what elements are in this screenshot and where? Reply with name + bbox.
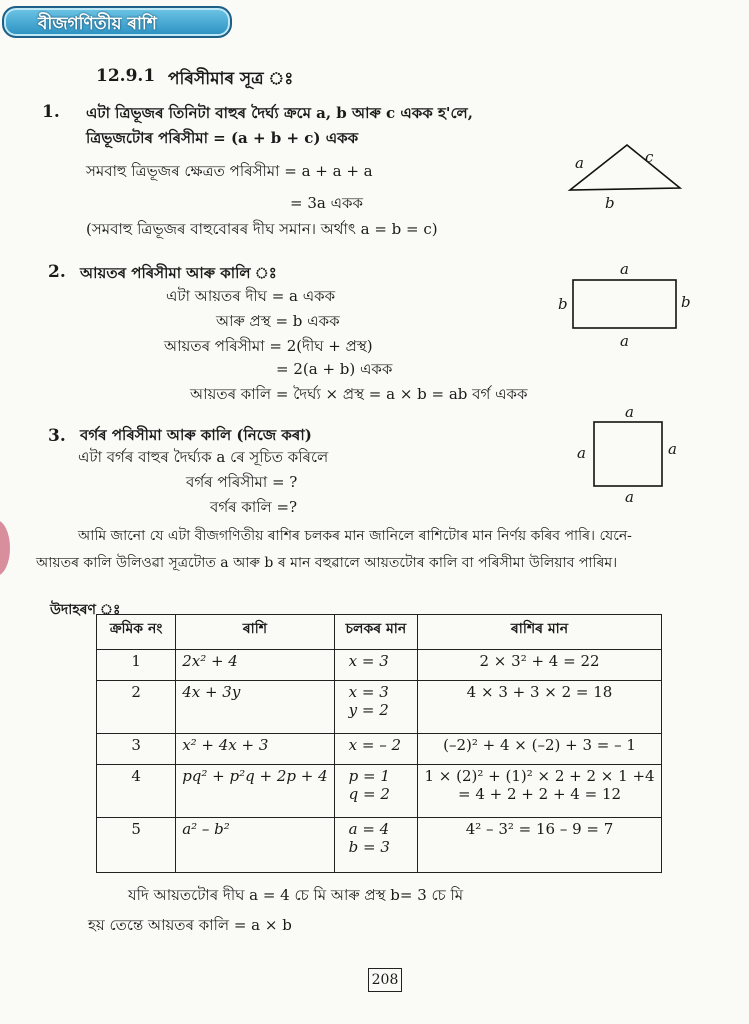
item1-number: 1. bbox=[42, 102, 60, 122]
expression-text: x² + 4x + 3 bbox=[182, 736, 269, 754]
cell-expression bbox=[176, 734, 334, 765]
expression-text: 4x + 3y bbox=[182, 683, 241, 701]
expression-value-text: = 4 + 2 + 2 + 4 = 12 bbox=[458, 785, 622, 803]
triangle-label-c: c bbox=[645, 148, 654, 166]
item2-line1: এটা আয়তৰ দীঘ = a একক bbox=[166, 287, 336, 305]
section-title: পৰিসীমাৰ সূত্ৰ ঃ bbox=[168, 69, 294, 89]
table-row bbox=[97, 765, 662, 818]
table-row bbox=[97, 734, 662, 765]
variable-value-text: b = 3 bbox=[348, 838, 390, 856]
variable-value-text: x = 3 bbox=[348, 683, 389, 701]
item2-title: আয়তৰ পৰিসীমা আৰু কালি ঃ bbox=[80, 264, 277, 282]
cell-expression-value bbox=[418, 765, 662, 818]
expression-value-text: 2 × 3² + 4 = 22 bbox=[479, 652, 600, 670]
rectangle-figure bbox=[555, 258, 700, 350]
example-table bbox=[96, 614, 662, 873]
square-label-right: a bbox=[668, 440, 677, 458]
item3-line3: বৰ্গৰ কালি =? bbox=[210, 498, 298, 516]
cell-serial bbox=[97, 765, 176, 818]
item2-line2: আৰু প্ৰস্থ = b একক bbox=[216, 312, 340, 330]
variable-value-text: x = – 2 bbox=[348, 736, 402, 754]
square-label-top: a bbox=[625, 403, 634, 421]
rectangle-label-left: b bbox=[558, 295, 568, 313]
footer-line1: যদি আয়তটোৰ দীঘ a = 4 চে মি আৰু প্ৰস্থ b= 3 চে মি bbox=[128, 886, 464, 904]
item3-number: 3. bbox=[48, 426, 66, 446]
triangle-label-b: b bbox=[605, 194, 615, 212]
page-edge-mark bbox=[0, 520, 10, 576]
cell-expression bbox=[176, 765, 334, 818]
serial-text: 3 bbox=[131, 736, 141, 754]
cell-serial bbox=[97, 734, 176, 765]
item2-line3: আয়তৰ পৰিসীমা = 2(দীঘ + প্ৰস্থ) bbox=[164, 337, 373, 355]
item2-line4: = 2(a + b) একক bbox=[276, 360, 393, 378]
item3-line2: বৰ্গৰ পৰিসীমা = ? bbox=[186, 473, 298, 491]
square-label-left: a bbox=[577, 444, 586, 462]
triangle-shape bbox=[570, 145, 680, 190]
expression-text: 2x² + 4 bbox=[182, 652, 238, 670]
item1-line3: সমবাহু ত্ৰিভূজৰ ক্ষেত্ৰত পৰিসীমা = a + a + a bbox=[86, 162, 373, 180]
cell-expression-value bbox=[418, 818, 662, 873]
triangle-figure bbox=[555, 140, 695, 212]
cell-variable-values bbox=[334, 765, 417, 818]
table-header-row bbox=[97, 615, 662, 650]
table-row bbox=[97, 650, 662, 681]
square-figure bbox=[572, 402, 687, 506]
item2-number: 2. bbox=[48, 262, 66, 282]
square-label-bottom: a bbox=[625, 488, 634, 506]
serial-text: 1 bbox=[131, 652, 141, 670]
expression-text: a² – b² bbox=[182, 820, 230, 838]
rectangle-shape bbox=[573, 280, 676, 328]
table-row bbox=[97, 818, 662, 873]
cell-serial bbox=[97, 650, 176, 681]
expression-value-text: 4 × 3 + 3 × 2 = 18 bbox=[466, 683, 613, 701]
expression-value-text: 4² – 3² = 16 – 9 = 7 bbox=[465, 820, 614, 838]
cell-expression bbox=[176, 650, 334, 681]
variable-value-text: y = 2 bbox=[348, 701, 389, 719]
variable-value-text: x = 3 bbox=[348, 652, 389, 670]
cell-variable-values bbox=[334, 650, 417, 681]
variable-value-text: a = 4 bbox=[348, 820, 390, 838]
item3-title: বৰ্গৰ পৰিসীমা আৰু কালি (নিজে কৰা) bbox=[80, 426, 312, 444]
variable-value-text: p = 1 bbox=[348, 767, 390, 785]
cell-variable-values bbox=[334, 734, 417, 765]
section-number: 12.9.1 bbox=[96, 66, 156, 86]
serial-text: 5 bbox=[131, 820, 141, 838]
expression-text: pq² + p²q + 2p + 4 bbox=[182, 767, 328, 785]
item1-line4: = 3a একক bbox=[290, 194, 363, 212]
cell-expression bbox=[176, 818, 334, 873]
rectangle-label-right: b bbox=[681, 293, 691, 311]
header-expression: ৰাশি bbox=[176, 615, 334, 650]
header-expression-value: ৰাশিৰ মান bbox=[418, 615, 662, 650]
example-label: উদাহৰণ ঃ bbox=[50, 602, 121, 618]
expression-value-text: 1 × (2)² + (1)² × 2 + 2 × 1 +4 bbox=[424, 767, 655, 785]
paragraph-line1: আমি জানো যে এটা বীজগণিতীয় ৰাশিৰ চলকৰ মান জানিলে ৰাশিটোৰ মান নিৰ্ণয় কৰিব পাৰি। যেনে- bbox=[78, 528, 632, 544]
header-serial: ক্ৰমিক নং bbox=[97, 615, 176, 650]
rectangle-label-bottom: a bbox=[620, 332, 629, 350]
serial-text: 2 bbox=[131, 683, 141, 701]
cell-expression-value bbox=[418, 734, 662, 765]
table-row bbox=[97, 681, 662, 734]
footer-line2: হয় তেন্তে আয়তৰ কালি = a × b bbox=[88, 916, 292, 934]
item1-line1: এটা ত্ৰিভূজৰ তিনিটা বাহুৰ দৈৰ্ঘ্য ক্ৰমে a, b আৰু c একক হ'লে, bbox=[86, 104, 473, 122]
item1-line5: (সমবাহু ত্ৰিভূজৰ বাহুবোৰৰ দীঘ সমান। অৰ্থাৎ a = b = c) bbox=[86, 220, 438, 238]
rectangle-label-top: a bbox=[620, 260, 629, 278]
paragraph-line2: আয়তৰ কালি উলিওৱা সূত্ৰটোত a আৰু b ৰ মান বহুৱালে আয়তটোৰ কালি বা পৰিসীমা উলিয়াব পাৰিম। bbox=[36, 555, 618, 571]
chapter-title: বীজগণিতীয় ৰাশি bbox=[38, 14, 157, 34]
cell-variable-values bbox=[334, 681, 417, 734]
cell-variable-values bbox=[334, 818, 417, 873]
cell-expression bbox=[176, 681, 334, 734]
header-variable-value: চলকৰ মান bbox=[334, 615, 417, 650]
variable-value-text: q = 2 bbox=[348, 785, 390, 803]
serial-text: 4 bbox=[131, 767, 141, 785]
cell-expression-value bbox=[418, 681, 662, 734]
item2-line5: আয়তৰ কালি = দৈৰ্ঘ্য × প্ৰস্থ = a × b = ab বৰ্গ একক bbox=[190, 385, 528, 403]
item3-line1: এটা বৰ্গৰ বাহুৰ দৈৰ্ঘ্যক a ৰে সূচিত কৰিলে bbox=[78, 448, 329, 466]
cell-serial bbox=[97, 818, 176, 873]
triangle-label-a: a bbox=[575, 154, 584, 172]
chapter-header-banner bbox=[2, 6, 232, 38]
expression-value-text: (–2)² + 4 × (–2) + 3 = – 1 bbox=[443, 736, 636, 754]
item1-line2: ত্ৰিভূজটোৰ পৰিসীমা = (a + b + c) একক bbox=[86, 129, 359, 147]
page-number: 208 bbox=[368, 968, 402, 992]
square-shape bbox=[594, 422, 662, 486]
cell-expression-value bbox=[418, 650, 662, 681]
cell-serial bbox=[97, 681, 176, 734]
